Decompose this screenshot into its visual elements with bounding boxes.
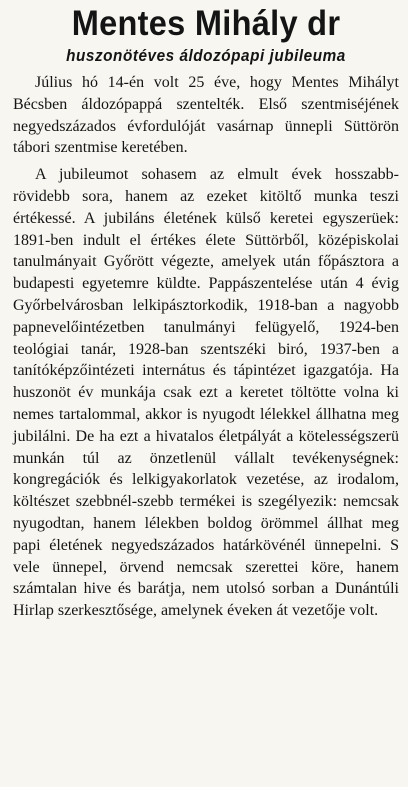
article-paragraph-2: A jubileumot sohasem az elmult évek hosszabb-rövidebb sora, hanem az ezeket kitöltő munka teszi értékessé. A jubiláns életének külső keretei egyszerüek: 1891-ben indult el értékes élete Süttörből, középiskolai tanulmányait Győrött végezte, amelyek után főpásztora a budapesti egyetemre küldte. Pappászentelése után 4 évig Győrbelvárosban lelkipásztorkodik, 1918-ban a nagyobb papnevelőintézetben tanulmányi felügyelő, 1924-ben teológiai tanár, 1928-ban szentszéki biró, 1937-ben a tanítóképzőintézeti internátus és tápintézet igazgatója. Ha huszonöt év munkája csak ezt a keretet töltötte volna ki nemes tartalommal, akkor is nyugodt lélekkel állhatna meg jubilálni. De ha ezt a hivatalos életpályát a kötelességszerü munkán túl az önzetlenül vállalt tevékenységnek: kongregációk és lelkigyakorlatok vezetése, az irodalom, költészet szebbnél-szebb termékei is szegélyezik: nemcsak nyugodtan, hanem lélekben boldog örömmel állhat meg papi életének negyedszázados határkövénél ünnepelni. S vele ünnepel, örvend nemcsak szerettei köre, hanem számtalan hive és barátja, nem utolsó sorban a Dunántúli Hirlap szerkesztősége, amelynek éveken át vezetője volt.: [13, 166, 399, 620]
article-subheadline: huszonötéves áldozópapi jubileuma: [66, 46, 346, 65]
article-headline: Mentes Mihály dr: [71, 4, 341, 43]
article-paragraph-1: Július hó 14-én volt 25 éve, hogy Mentes Mihályt Bécsben áldozópappá szentelték. Első szentmiséjének negyedszázados évfordulóját vasárnap ünnepli Süttörön tábori szentmise keretében.: [13, 74, 399, 157]
